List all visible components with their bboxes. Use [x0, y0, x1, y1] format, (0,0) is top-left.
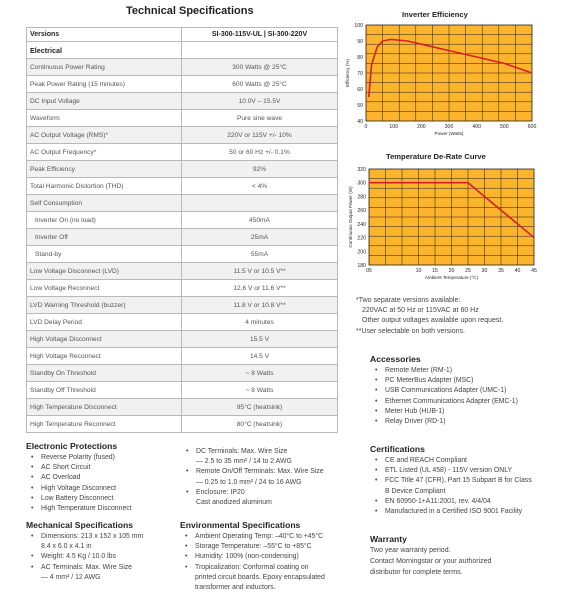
list-item: • USB Communications Adapter (UMC-1)	[371, 386, 518, 396]
x-tick-label: 10	[415, 268, 422, 274]
x-tick-label: 15	[432, 268, 438, 274]
page-title: Technical Specifications	[126, 5, 254, 17]
spec-label: Standby On Threshold	[27, 365, 182, 382]
spec-row	[27, 416, 338, 433]
list-item: • EN 60950-1+A11:2001, rev. 4/4/04	[371, 497, 532, 507]
spec-label: Total Harmonic Distortion (THD)	[27, 178, 182, 195]
spec-row	[27, 42, 338, 59]
list-item: • FCC Title 47 (CFR), Part 15 Subpart B for Class	[371, 476, 532, 486]
y-axis-label: Efficiency (%)	[345, 59, 350, 87]
spec-row	[27, 263, 338, 280]
spec-table	[26, 27, 338, 433]
spec-row	[27, 144, 338, 161]
footnote-line: **User selectable on both versions.	[356, 327, 465, 335]
environmental-heading: Environmental Specifications	[180, 520, 301, 530]
spec-value: 15.5 V	[182, 331, 338, 348]
footnote-line: Other output voltages available upon request.	[362, 317, 504, 325]
spec-label: DC Input Voltage	[27, 93, 182, 110]
protections-heading: Electronic Protections	[26, 441, 118, 451]
x-tick-label: 0	[364, 124, 368, 130]
list-item: • Meter Hub (HUB-1)	[371, 407, 518, 417]
spec-value: 95°C (heatsink)	[182, 399, 338, 416]
spec-label: High Voltage Reconnect	[27, 348, 182, 365]
x-tick-label: 05	[366, 268, 372, 274]
list-item: 8.4 x 6.0 x 4.1 in	[41, 543, 92, 551]
spec-label: LVD Delay Period	[27, 314, 182, 331]
spec-value: Pure sine wave	[182, 110, 338, 127]
list-item: • CE and REACH Compliant	[371, 456, 532, 466]
spec-value: 450mA	[182, 212, 338, 229]
x-axis-label: Power (Watts)	[434, 131, 464, 136]
y-tick-label: 50	[357, 103, 363, 109]
y-tick-label: 320	[357, 167, 366, 173]
environmental-list	[181, 532, 325, 593]
mechanical-list	[27, 532, 143, 583]
spec-label: Peak Power Rating (15 minutes)	[27, 76, 182, 93]
spec-row	[27, 246, 338, 263]
mechanical-heading: Mechanical Specifications	[26, 520, 133, 530]
efficiency-chart-title: Inverter Efficiency	[402, 10, 468, 19]
footnote-line: *Two separate versions available:	[356, 297, 461, 304]
spec-value: 92%	[182, 161, 338, 178]
accessories-list	[371, 366, 518, 427]
spec-row	[27, 297, 338, 314]
spec-row	[27, 365, 338, 382]
y-tick-label: 180	[357, 263, 366, 269]
x-tick-label: 400	[472, 124, 481, 130]
spec-label: Continuous Power Rating	[27, 59, 182, 76]
spec-value: ~ 8 Watts	[182, 382, 338, 399]
list-item: Cast anodized aluminum	[196, 499, 272, 507]
y-tick-label: 70	[357, 71, 363, 77]
x-tick-label: 200	[417, 124, 426, 130]
y-tick-label: 240	[357, 221, 366, 228]
warranty-line: Two year warranty period.	[370, 547, 451, 554]
spec-value: 11.8 V or 10.8 V**	[182, 297, 338, 314]
list-item: • Enclosure: IP20	[182, 488, 324, 498]
spec-label: Standby Off Threshold	[27, 382, 182, 399]
footnotes	[356, 296, 503, 337]
list-item: B Device Compliant	[385, 487, 446, 495]
spec-row	[27, 212, 338, 229]
spec-row	[27, 127, 338, 144]
list-item: transformer and inductors.	[195, 584, 276, 592]
spec-value	[182, 195, 338, 212]
derate-chart	[340, 163, 550, 289]
spec-header-row	[27, 28, 338, 42]
list-item: • Humidity: 100% (non-condensing)	[181, 552, 325, 562]
spec-value: 14.5 V	[182, 348, 338, 365]
spec-label: Peak Efficiency	[27, 161, 182, 178]
y-tick-label: 200	[357, 249, 366, 256]
x-tick-label: 35	[498, 268, 504, 274]
y-tick-label: 220	[357, 235, 366, 242]
warranty-line: distributor for complete terms.	[370, 569, 463, 576]
spec-label: Inverter On (no load)	[27, 212, 182, 229]
footnote-line: 220VAC at 50 Hz or 115VAC at 60 Hz	[362, 307, 479, 315]
spec-value	[182, 42, 338, 59]
list-item: • Ambient Operating Temp: –40°C to +45°C	[181, 532, 325, 542]
list-item: • Storage Temperature: –55°C to +85°C	[181, 542, 325, 552]
x-tick-label: 100	[389, 124, 398, 130]
spec-label: Waveform	[27, 110, 182, 127]
list-item: • ETL Listed (UL 458) - 115V version ONLY	[371, 466, 532, 476]
warranty-line: Contact Morningstar or your authorized	[370, 558, 492, 565]
protections-list	[27, 453, 132, 514]
spec-row	[27, 331, 338, 348]
spec-row	[27, 161, 338, 178]
list-item: • Dimensions: 213 x 152 x 105 mm	[27, 532, 143, 542]
x-tick-label: 20	[448, 268, 455, 274]
spec-value: 300 Watts @ 25°C	[182, 59, 338, 76]
certifications-heading: Certifications	[370, 444, 425, 454]
y-tick-label: 280	[357, 194, 366, 201]
list-item: printed circuit boards. Epoxy encapsulated	[195, 573, 325, 581]
spec-label: Inverter Off	[27, 229, 182, 246]
list-item: • PC MeterBus Adapter (MSC)	[371, 376, 518, 386]
spec-value: 80°C (heatsink)	[182, 416, 338, 433]
x-tick-label: 600	[527, 124, 537, 130]
y-tick-label: 60	[357, 87, 363, 93]
spec-row	[27, 229, 338, 246]
spec-label: Self Consumption	[27, 195, 182, 212]
certifications-list	[371, 456, 532, 517]
y-tick-label: 100	[354, 23, 363, 29]
x-axis-label: Ambient Temperature (°C)	[424, 275, 479, 280]
spec-value: 25mA	[182, 229, 338, 246]
list-item: • AC Short Circuit	[27, 463, 132, 473]
spec-value: 11.5 V or 10.5 V**	[182, 263, 338, 280]
y-tick-label: 80	[357, 55, 363, 61]
spec-label: Electrical	[27, 42, 182, 59]
spec-row	[27, 195, 338, 212]
spec-label: High Voltage Disconnect	[27, 331, 182, 348]
x-tick-label: 45	[531, 268, 537, 274]
spec-label: AC Output Voltage (RMS)*	[27, 127, 182, 144]
spec-value: 12.6 V or 11.6 V**	[182, 280, 338, 297]
x-tick-label: 500	[500, 124, 509, 130]
accessories-heading: Accessories	[370, 354, 421, 364]
x-tick-label: 30	[481, 268, 488, 274]
warranty-heading: Warranty	[370, 534, 407, 544]
terminals-list	[182, 447, 324, 508]
spec-value: 10.0V – 15.5V	[182, 93, 338, 110]
list-item: • High Temperature Disconnect	[27, 504, 132, 514]
warranty-text	[370, 545, 491, 578]
spec-row	[27, 314, 338, 331]
x-tick-label: 300	[444, 124, 454, 130]
list-item: • Tropicalization: Conformal coating on	[181, 563, 325, 573]
spec-row	[27, 178, 338, 195]
spec-label: Low Voltage Reconnect	[27, 280, 182, 297]
x-tick-label: 25	[465, 268, 471, 274]
spec-value: 50 or 60 Hz +/- 0.1%	[182, 144, 338, 161]
y-tick-label: 300	[357, 180, 366, 187]
list-item: • Manufactured in a Certified ISO 9001 Facility	[371, 507, 532, 517]
spec-row	[27, 76, 338, 93]
derate-chart-title: Temperature De-Rate Curve	[386, 152, 486, 161]
spec-label: High Temperature Disconnect	[27, 399, 182, 416]
list-item: • DC Terminals: Max. Wire Size	[182, 447, 324, 457]
y-tick-label: 260	[357, 208, 366, 215]
spec-value: 55mA	[182, 246, 338, 263]
list-item: — 2.5 to 35 mm² / 14 to 2 AWG	[196, 458, 292, 466]
list-item: • AC Overload	[27, 473, 132, 483]
list-item: • High Voltage Disconnect	[27, 484, 132, 494]
list-item: • Low Battery Disconnect	[27, 494, 132, 504]
spec-row	[27, 59, 338, 76]
list-item: — 0.25 to 1.0 mm² / 24 to 16 AWG	[196, 478, 302, 486]
spec-value: < 4%	[182, 178, 338, 195]
spec-header-versions: SI-300-115V-UL | SI-300-220V	[182, 28, 338, 42]
spec-value: 600 Watts @ 25°C	[182, 76, 338, 93]
spec-header-label: Versions	[27, 28, 182, 42]
y-tick-label: 90	[357, 39, 363, 45]
spec-row	[27, 382, 338, 399]
list-item: • Remote On/Off Terminals: Max. Wire Size	[182, 467, 324, 477]
spec-row	[27, 110, 338, 127]
spec-label: High Temperature Reconnect	[27, 416, 182, 433]
spec-value: 220V or 115V +/- 10%	[182, 127, 338, 144]
list-item: • Relay Driver (RD-1)	[371, 417, 518, 427]
y-axis-label: Continuous Output Power (W)	[348, 186, 353, 248]
list-item: • AC Terminals: Max. Wire Size	[27, 563, 143, 573]
spec-row	[27, 348, 338, 365]
efficiency-chart	[340, 20, 550, 148]
list-item: • Reverse Polarity (fused)	[27, 453, 132, 463]
spec-value: 4 minutes	[182, 314, 338, 331]
spec-label: Stand-by	[27, 246, 182, 263]
spec-label: LVD Warning Threshold (buzzer)	[27, 297, 182, 314]
spec-row	[27, 280, 338, 297]
spec-row	[27, 93, 338, 110]
spec-label: Low Voltage Disconnect (LVD)	[27, 263, 182, 280]
list-item: • Ethernet Communications Adapter (EMC-1)	[371, 397, 518, 407]
list-item: • Remote Meter (RM-1)	[371, 366, 518, 376]
spec-label: AC Output Frequency*	[27, 144, 182, 161]
spec-value: ~ 8 Watts	[182, 365, 338, 382]
list-item: — 4 mm² / 12 AWG	[41, 573, 101, 581]
x-tick-label: 40	[514, 268, 521, 274]
y-tick-label: 40	[357, 119, 363, 125]
list-item: • Weight: 4.5 Kg / 10.0 lbs	[27, 552, 143, 562]
spec-row	[27, 399, 338, 416]
